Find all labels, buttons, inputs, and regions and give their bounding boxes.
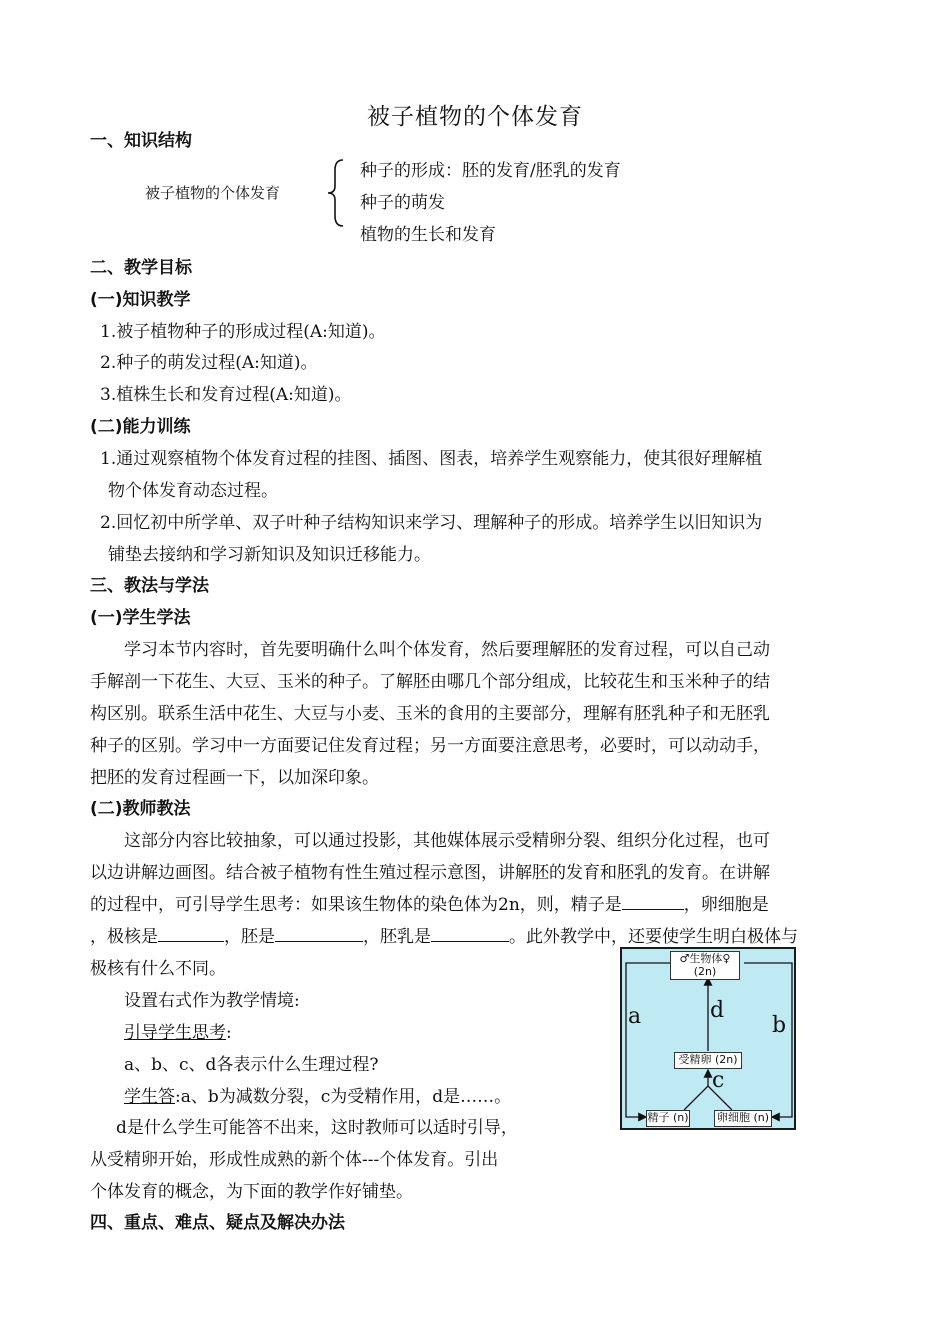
zygote-box: 受精卵 (2n) xyxy=(674,1052,742,1069)
structure-branch-1: 种子的形成：胚的发育/胚乳的发育 xyxy=(360,161,621,181)
student-method-line-2: 手解剖一下花生、大豆、玉米的种子。了解胚由哪几个部分组成，比较花生和玉米种子的结 xyxy=(90,672,770,692)
label-b: b xyxy=(772,1013,787,1038)
reproduction-diagram xyxy=(620,947,796,1130)
student-method-line-1: 学习本节内容时，首先要明确什么叫个体发育，然后要理解胚的发育过程，可以自己动 xyxy=(124,640,770,660)
follow-line-2: 从受精卵开始，形成性成熟的新个体---个体发育。引出 xyxy=(90,1150,499,1170)
goal-item-3: 3.植株生长和发育过程(A:知道)。 xyxy=(100,385,352,405)
line-4-text-a: ，极核是 xyxy=(90,927,158,947)
label-a: a xyxy=(628,1004,642,1029)
line-4-text-c: ，胚乳是 xyxy=(363,927,431,947)
subheading-teacher-method: (二)教师教法 xyxy=(90,799,191,819)
ability-item-2-line-1: 2.回忆初中所学单、双子叶种子结构知识来学习、理解种子的形成。培养学生以旧知识为 xyxy=(100,513,763,533)
structure-branch-2: 种子的萌发 xyxy=(360,193,445,213)
curly-brace-icon xyxy=(325,158,347,228)
subheading-knowledge-teaching: (一)知识教学 xyxy=(90,290,191,310)
guide-label: 引导学生思考 xyxy=(124,1023,226,1043)
organism-box xyxy=(670,951,740,980)
blank-polar-nucleus xyxy=(158,925,224,942)
label-d: d xyxy=(710,998,725,1023)
scenario-text: 设置右式作为教学情境: xyxy=(124,991,300,1011)
line-4-text-b: ，胚是 xyxy=(224,927,275,947)
subheading-ability-training: (二)能力训练 xyxy=(90,417,191,437)
label-c: c xyxy=(712,1068,725,1093)
line-4-text-d: 。此外教学中，还要使学生明白极体与 xyxy=(509,927,798,947)
goal-item-1: 1.被子植物种子的形成过程(A:知道)。 xyxy=(100,322,386,342)
question-text: a、b、c、d各表示什么生理过程? xyxy=(124,1055,379,1075)
teacher-method-line-4 xyxy=(90,922,798,947)
structure-branch-3: 植物的生长和发育 xyxy=(360,225,496,245)
goal-item-2: 2.种子的萌发过程(A:知道)。 xyxy=(100,353,318,373)
section-heading-teaching-goals: 二、教学目标 xyxy=(90,258,192,278)
section-heading-key-points: 四、重点、难点、疑点及解决办法 xyxy=(90,1213,345,1233)
teacher-method-line-2: 以边讲解边画图。结合被子植物有性生殖过程示意图，讲解胚的发育和胚乳的发育。在讲解 xyxy=(90,863,770,883)
blank-sperm xyxy=(622,893,684,910)
ability-item-1-line-2: 物个体发育动态过程。 xyxy=(108,481,278,501)
answer-line xyxy=(124,1082,511,1107)
organism-label: ♂生物体♀ xyxy=(679,952,731,965)
egg-box: 卵细胞 (n) xyxy=(714,1110,772,1127)
teacher-method-line-3 xyxy=(90,890,769,915)
line-3-text-a: 的过程中，可引导学生思考：如果该生物体的染色体为2n，则，精子是 xyxy=(90,895,622,915)
section-heading-knowledge-structure: 一、知识结构 xyxy=(90,131,192,151)
answer-text: :a、b为减数分裂，c为受精作用，d是……。 xyxy=(175,1087,512,1107)
student-method-line-5: 把胚的发育过程画一下，以加深印象。 xyxy=(90,768,379,788)
follow-line-3: 个体发育的概念，为下面的教学作好铺垫。 xyxy=(90,1182,413,1202)
student-method-line-3: 构区别。联系生活中花生、大豆与小麦、玉米的食用的主要部分，理解有胚乳种子和无胚乳 xyxy=(90,704,770,724)
teacher-method-line-1: 这部分内容比较抽象，可以通过投影，其他媒体展示受精卵分裂、组织分化过程，也可 xyxy=(124,831,770,851)
blank-embryo xyxy=(275,925,363,942)
structure-root: 被子植物的个体发育 xyxy=(145,184,281,202)
section-heading-methods: 三、教法与学法 xyxy=(90,576,209,596)
ability-item-1-line-1: 1.通过观察植物个体发育过程的挂图、插图、图表，培养学生观察能力，使其很好理解植 xyxy=(100,449,763,469)
teacher-method-line-5: 极核有什么不同。 xyxy=(90,959,226,979)
organism-ploidy: (2n) xyxy=(693,965,717,978)
blank-endosperm xyxy=(431,925,509,942)
sperm-box: 精子 (n) xyxy=(646,1110,690,1127)
subheading-student-method: (一)学生学法 xyxy=(90,608,191,628)
guide-colon: : xyxy=(226,1023,232,1043)
answer-label: 学生答 xyxy=(124,1087,175,1107)
line-3-text-b: ，卵细胞是 xyxy=(683,895,769,915)
follow-line-1: d是什么学生可能答不出来，这时教师可以适时引导， xyxy=(116,1118,518,1138)
guide-line xyxy=(124,1018,232,1043)
student-method-line-4: 种子的区别。学习中一方面要记住发育过程；另一方面要注意思考，必要时，可以动动手， xyxy=(90,736,770,756)
ability-item-2-line-2: 铺垫去接纳和学习新知识及知识迁移能力。 xyxy=(108,545,431,565)
page-title: 被子植物的个体发育 xyxy=(367,104,583,130)
